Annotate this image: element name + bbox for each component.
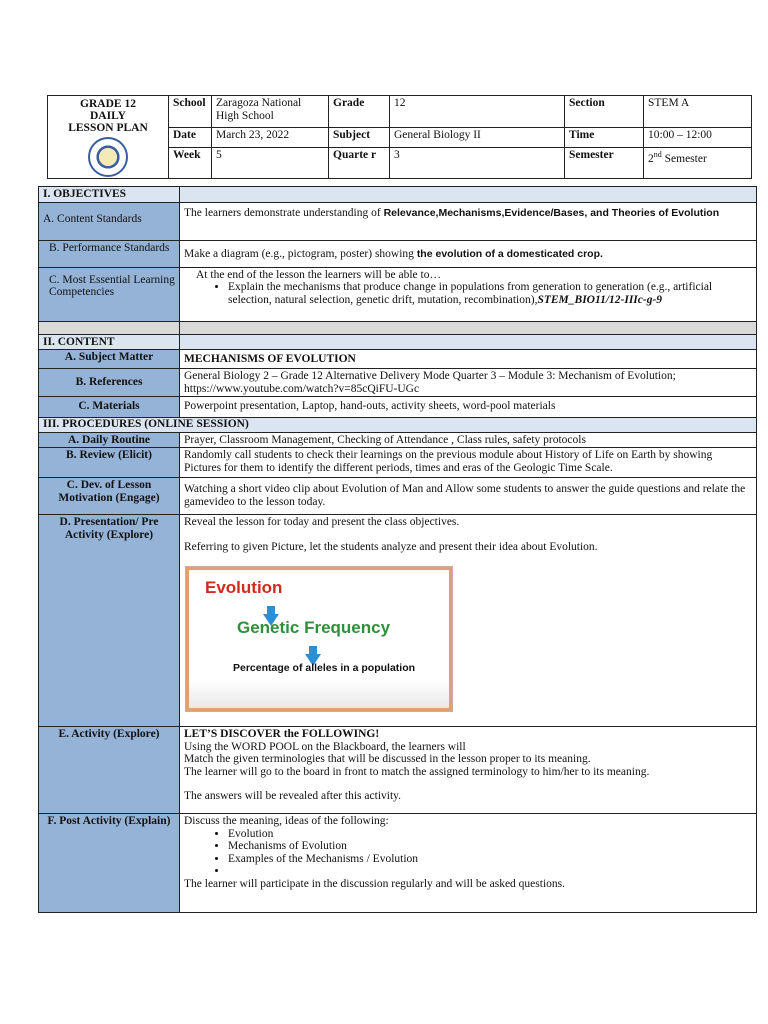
list-item: • Evolution [228,828,752,841]
activity-line: Using the WORD POOL on the Blackboard, the learners will [184,740,466,753]
content-standards-bold: Relevance,Mechanisms,Evidence/Bases, and Theories of Evolution [383,206,720,219]
daily-routine-value: Prayer, Classroom Management, Checking of Attendance , Class rules, safety protocols [180,432,757,448]
materials-value: Powerpoint presentation, Laptop, hand-outs, activity sheets, word-pool materials [180,397,757,418]
content-standards-label: A. Content Standards [39,202,180,240]
subject-value: General Biology II [390,128,565,148]
semester-number: 2 [648,152,654,165]
activity-line: The learner will go to the board in front to match the assigned terminology to him/her to its meaning. [184,765,650,778]
week-label: Week [169,147,212,178]
post-activity-value [180,814,757,913]
references-value [180,369,757,397]
post-intro: Discuss the meaning, ideas of the following: [184,815,389,827]
time-label: Time [565,128,644,148]
presentation-value [180,515,757,727]
review-label: B. Review (Elicit) [39,448,180,478]
objectives-heading-fill [180,187,757,203]
activity-label: E. Activity (Explore) [39,727,180,814]
post-list [184,828,752,878]
section-value: STEM A [644,96,752,128]
content-heading: II. CONTENT [39,334,180,350]
semester-text: Semester [661,152,707,165]
semester-value [644,147,752,178]
time-value: 10:00 – 12:00 [644,128,752,148]
school-label: School [169,96,212,128]
objectives-heading: I. OBJECTIVES [39,187,180,203]
melc-label: C. Most Essential Learning Competencies [39,267,180,321]
performance-standards-label: B. Performance Standards [39,240,180,267]
date-label: Date [169,128,212,148]
activity-line: The answers will be revealed after this activity. [184,790,402,802]
subject-matter-label: A. Subject Matter [39,350,180,369]
evolution-picture [186,567,452,711]
spacer-row [180,321,757,334]
list-item: • Mechanisms of Evolution [228,840,752,853]
references-text: General Biology 2 – Grade 12 Alternative Delivery Mode Quarter 3 – Module 3: Mechanism of Evolution; [184,370,676,382]
daily-routine-label: A. Daily Routine [39,432,180,448]
picture-caption: Percentage of alleles in a population [233,662,416,674]
content-heading-fill [180,334,757,350]
title-line: LESSON PLAN [68,122,148,134]
references-label: B. References [39,369,180,397]
grade-value: 12 [390,96,565,128]
grade-label: Grade [329,96,390,128]
activity-value [180,727,757,814]
performance-text: Make a diagram (e.g., pictogram, poster) showing [184,247,417,260]
post-activity-label: F. Post Activity (Explain) [39,814,180,913]
quarter-value: 3 [390,147,565,178]
list-item [228,281,752,306]
melc-intro: At the end of the lesson the learners will be able to… [196,268,441,281]
content-standards-text: The learners demonstrate understanding of [184,206,384,219]
week-value: 5 [212,147,329,178]
deped-seal-logo [88,137,128,177]
subject-label: Subject [329,128,390,148]
post-closing: The learner will participate in the discussion regularly and will be asked questions. [184,877,565,890]
semester-label: Semester [565,147,644,178]
motivation-value: Watching a short video clip about Evolution of Man and Allow some students to answer the guide questions and relate the gamevideo to the lesson today. [180,478,757,515]
date-value: March 23, 2022 [212,128,329,148]
melc-code: STEM_BIO11/12-IIIc-g-9 [537,293,663,306]
procedures-heading: III. PROCEDURES (ONLINE SESSION) [39,418,757,433]
motivation-label: C. Dev. of Lesson Motivation (Engage) [39,478,180,515]
list-item [228,865,752,878]
melc-list [184,281,752,306]
references-url[interactable]: https://www.youtube.com/watch?v=85cQiFU-UGc [184,382,420,395]
spacer-row [39,321,180,334]
presentation-line: Referring to given Picture, let the students analyze and present their idea about Evolution. [184,540,598,553]
picture-evolution-text: Evolution [205,578,283,597]
performance-standards-value [180,240,757,267]
content-standards-value [180,202,757,240]
presentation-label: D. Presentation/ Pre Activity (Explore) [39,515,180,727]
performance-bold: the evolution of a domesticated crop. [416,247,603,260]
section-label: Section [565,96,644,128]
materials-label: C. Materials [39,397,180,418]
school-value: Zaragoza National High School [212,96,329,128]
quarter-label: Quarte r [329,147,390,178]
lesson-plan-table [38,186,757,913]
subject-matter-value: MECHANISMS OF EVOLUTION [180,350,757,369]
melc-item-text: Explain the mechanisms that produce change in populations from generation to generation (e.g., artificial selection, natural selection, genetic drift, mutation, recombination), [228,281,713,306]
header-table [47,95,752,179]
title-line: GRADE 12 [80,98,136,110]
activity-line: Match the given terminologies that will be discussed in the lesson proper to its meaning. [184,753,591,765]
picture-genetic-text: Genetic Frequency [237,618,391,637]
semester-suffix: nd [653,149,662,159]
review-value: Randomly call students to check their learnings on the previous module about History of Life on Earth by showing Pictures for them to identify the different periods, times and eras of the Geologic Time Scale. [180,448,757,478]
presentation-line: Reveal the lesson for today and present the class objectives. [184,516,460,528]
lesson-plan-title [48,96,169,179]
activity-heading: LET’S DISCOVER the FOLLOWING! [184,728,380,740]
list-item: • Examples of the Mechanisms / Evolution [228,853,752,866]
title-line: DAILY [89,110,126,122]
melc-value [180,267,757,321]
